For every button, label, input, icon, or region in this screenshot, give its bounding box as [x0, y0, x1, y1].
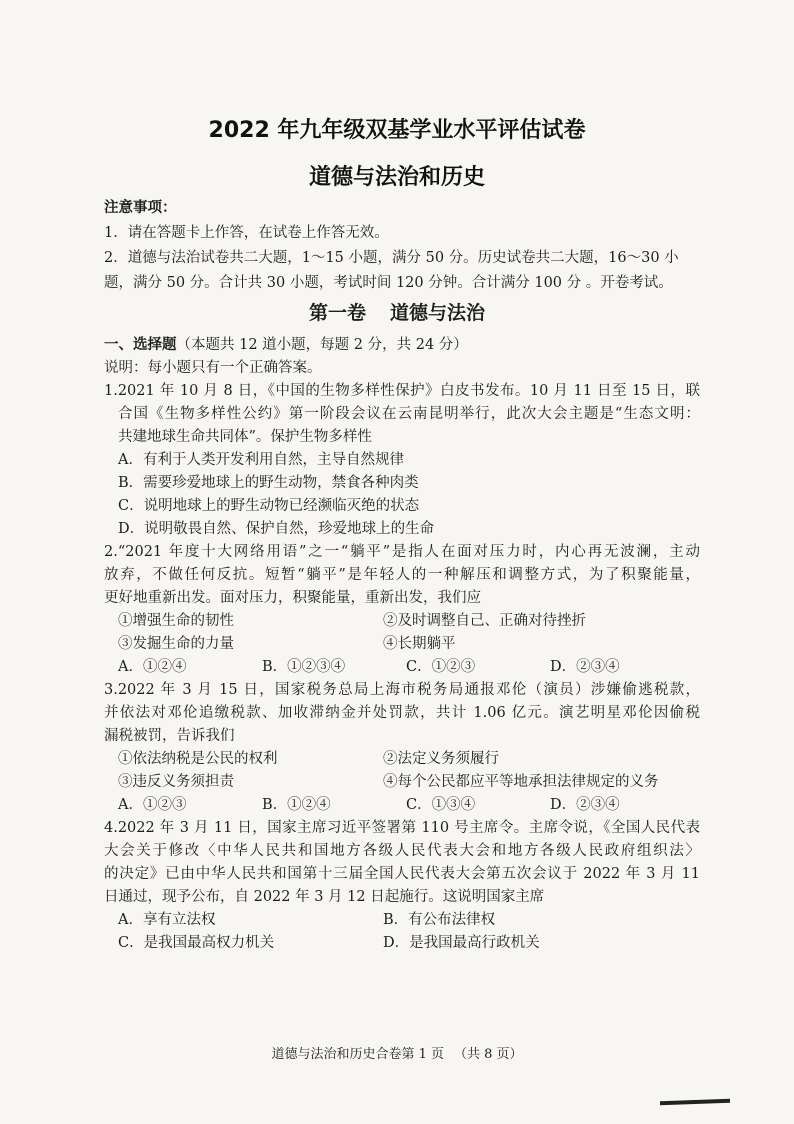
- q4-stem-line: 日通过，现予公布，自 2022 年 3 月 12 日起施行。这说明国家主席: [104, 889, 545, 905]
- q2-option-c: C．①②③: [406, 659, 476, 675]
- q3-item-3: ③违反义务须担责: [118, 774, 234, 790]
- q4-option-d: D．是我国最高行政机关: [383, 935, 540, 951]
- q2-items-row: [104, 633, 700, 656]
- q2-item-1: ①增强生命的韧性: [118, 613, 234, 629]
- q3-stem-line: 并依法对邓伦追缴税款、加收滞纳金并处罚款，共计 1.06 亿元。演艺明星邓伦因偷税: [104, 705, 700, 721]
- q3-items-row: [104, 771, 700, 794]
- footer-total: （共 8 页）: [454, 1047, 523, 1062]
- q4-stem-line: 4.2022 年 3 月 11 日，国家主席习近平签署第 110 号主席令。主席令说，《全国人民代表: [104, 820, 700, 836]
- section-name: 道德与法治: [390, 302, 486, 324]
- q1-option-c: C．说明地球上的野生动物已经濒临灭绝的状态: [118, 498, 420, 514]
- q2-option-a: A．①②④: [118, 659, 187, 675]
- section-title: [0, 298, 794, 325]
- q3-option-d: D．②③④: [550, 797, 620, 813]
- q4-options-row: [104, 932, 700, 955]
- notice-item-2-line-1: 2．道德与法治试卷共二大题，1～15 小题，满分 50 分。历史试卷共二大题，16～30 小: [104, 250, 679, 266]
- q3-stem-line: 3.2022 年 3 月 15 日，国家税务总局上海市税务局通报邓伦（演员）涉嫌偷逃税款，: [104, 682, 700, 698]
- q3-item-4: ④每个公民都应平等地承担法律规定的义务: [383, 774, 659, 790]
- notice-item-2-line-2: 题，满分 50 分。合计共 30 小题，考试时间 120 分钟。合计满分 100 分 。开卷考试。: [104, 275, 673, 291]
- q2-option-b: B．①②③④: [262, 659, 346, 675]
- q2-item-3: ③发掘生命的力量: [118, 636, 234, 652]
- q2-items-row: [104, 610, 700, 633]
- exam-title: 2022 年九年级双基学业水平评估试卷: [208, 118, 586, 143]
- q3-items-row: [104, 748, 700, 771]
- q3-option-a: A．①②③: [118, 797, 187, 813]
- notice-item-1: 1．请在答题卡上作答，在试卷上作答无效。: [104, 225, 389, 241]
- q2-stem-line: 更好地重新出发。面对压力，积聚能量，重新出发，我们应: [104, 590, 481, 606]
- q1-option-b: B．需要珍爱地球上的野生动物，禁食各种肉类: [118, 475, 419, 491]
- q4-option-c: C．是我国最高权力机关: [118, 935, 275, 951]
- q2-options: [104, 656, 700, 679]
- q3-stem-line: 漏税被罚，告诉我们: [104, 728, 235, 744]
- q2-item-4: ④长期躺平: [383, 636, 456, 652]
- q2-stem-line: 2.“2021 年度十大网络用语”之一“躺平”是指人在面对压力时，内心再无波澜，主动: [104, 544, 700, 560]
- q1-stem-line: 1.2021 年 10 月 8 日，《中国的生物多样性保护》白皮书发布。10 月 11 日至 15 日，联: [104, 383, 700, 399]
- q4-option-a: A．享有立法权: [118, 912, 216, 928]
- questions: [104, 334, 700, 955]
- q3-item-1: ①依法纳税是公民的权利: [118, 751, 278, 767]
- footer-page: 道德与法治和历史合卷第 1 页: [271, 1047, 444, 1062]
- q3-option-b: B．①②④: [262, 797, 331, 813]
- q1-stem-line: 合国《生物多样性公约》第一阶段会议在云南昆明举行，此次大会主题是“生态文明：: [118, 406, 700, 422]
- q2-option-d: D．②③④: [550, 659, 620, 675]
- part-note: （本题共 12 道小题，每题 2 分，共 24 分）: [176, 337, 468, 353]
- q1-option-a: A．有利于人类开发利用自然，主导自然规律: [118, 452, 404, 468]
- q1-stem-line: 共建地球生命共同体”。保护生物多样性: [118, 429, 372, 445]
- q3-option-c: C．①③④: [406, 797, 476, 813]
- q3-options: [104, 794, 700, 817]
- q4-stem-line: 大会关于修改〈中华人民共和国地方各级人民代表大会和地方各级人民政府组织法〉: [104, 843, 700, 859]
- part-title: 一、选择题: [104, 337, 177, 353]
- q4-options-row: [104, 909, 700, 932]
- section-label: 第一卷: [308, 302, 366, 324]
- notice-heading: 注意事项：: [104, 200, 177, 216]
- part-instruction: 说明：每小题只有一个正确答案。: [104, 360, 322, 376]
- scan-mark: [660, 1099, 730, 1105]
- page-footer: [0, 1043, 794, 1062]
- notice-block: [104, 196, 704, 296]
- q2-item-2: ②及时调整自己、正确对待挫折: [383, 613, 586, 629]
- q1-option-d: D．说明敬畏自然、保护自然，珍爱地球上的生命: [118, 521, 435, 537]
- q4-option-b: B．有公布法律权: [383, 912, 496, 928]
- exam-subtitle: 道德与法治和历史: [308, 165, 485, 190]
- q2-stem-line: 放弃，不做任何反抗。短暂“躺平”是年轻人的一种解压和调整方式，为了积聚能量，: [104, 567, 700, 583]
- q3-item-2: ②法定义务须履行: [383, 751, 499, 767]
- q4-stem-line: 的决定》已由中华人民共和国第十三届全国人民代表大会第五次会议于 2022 年 3 月 11: [104, 866, 700, 882]
- part-heading: [104, 334, 700, 357]
